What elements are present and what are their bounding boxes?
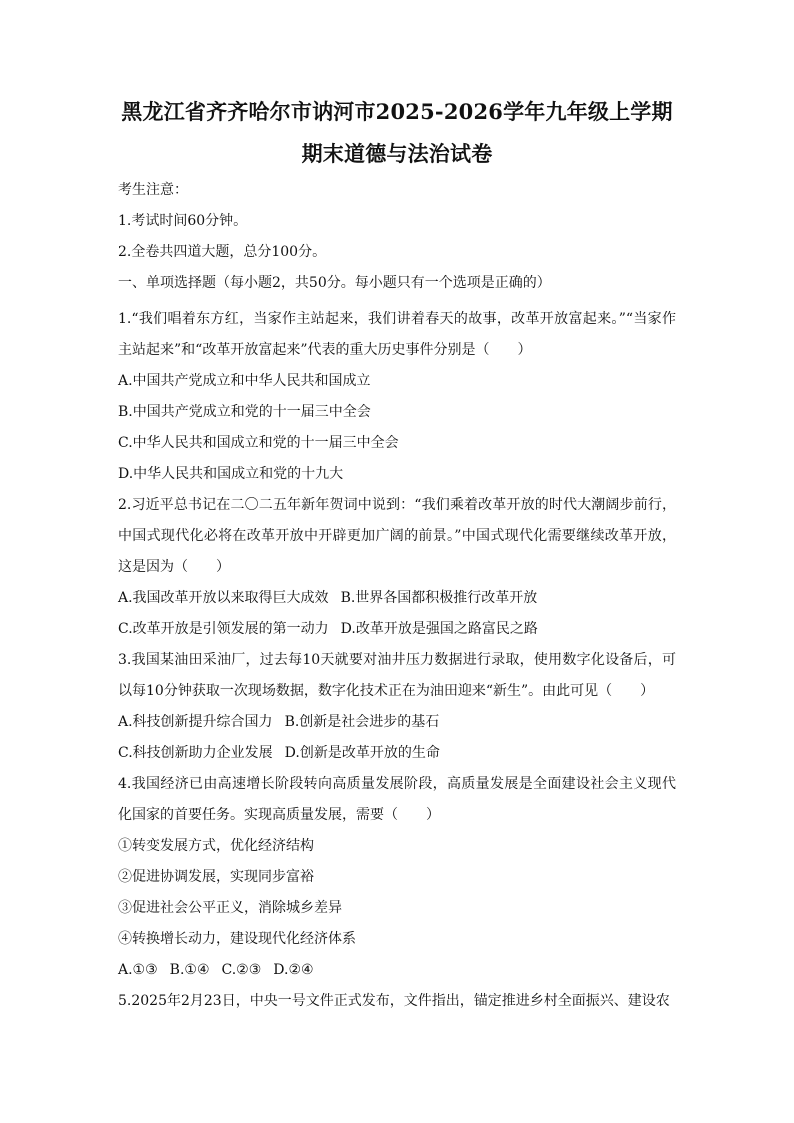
- question-1-option-d: D.中华人民共和国成立和党的十九大: [118, 466, 344, 482]
- question-1-stem: 1.“我们唱着东方红，当家作主站起来，我们讲着春天的故事，改革开放富起来。”“当家作主站起来”和“改革开放富起来”代表的重大历史事件分别是（ ）: [118, 311, 676, 358]
- question-4-option-b: B.①④: [169, 962, 210, 978]
- question-4-statement-3: ③促进社会公平正义，消除城乡差异: [118, 900, 342, 916]
- question-2-option-b: B.世界各国都积极推行改革开放: [340, 590, 538, 606]
- notice-item-2: 2.全卷共四道大题，总分100分。: [118, 244, 327, 260]
- question-1: [118, 304, 676, 490]
- question-2-option-d: D.改革开放是强国之路富民之路: [340, 621, 538, 637]
- question-3-option-d: D.创新是改革开放的生命: [284, 745, 440, 761]
- notice-heading: 考生注意：: [118, 182, 188, 198]
- question-5-stem: 5.2025年2月23日，中央一号文件正式发布，文件指出，锚定推进乡村全面振兴、建设农: [118, 993, 670, 1009]
- question-2-options-row-1: [118, 583, 676, 614]
- question-4-option-d: D.②④: [273, 962, 314, 978]
- question-1-option-c: C.中华人民共和国成立和党的十一届三中全会: [118, 435, 399, 451]
- question-3-option-b: B.创新是社会进步的基石: [284, 714, 440, 730]
- question-3: [118, 645, 676, 769]
- question-4-option-a: A.①③: [118, 962, 158, 978]
- question-4-statement-4: ④转换增长动力，建设现代化经济体系: [118, 931, 356, 947]
- question-2: [118, 490, 676, 645]
- question-2-options-row-2: [118, 614, 676, 645]
- question-2-option-a: A.我国改革开放以来取得巨大成效: [118, 590, 329, 606]
- notice-item-1: 1.考试时间60分钟。: [118, 213, 248, 229]
- question-2-stem: 2.习近平总书记在二〇二五年新年贺词中说到：“我们乘着改革开放的时代大潮阔步前行，中国式现代化必将在改革开放中开辟更加广阔的前景。”中国式现代化需要继续改革开放，这是因为（ ）: [118, 497, 676, 575]
- question-4-options-row: [118, 955, 676, 986]
- question-4-stem: 4.我国经济已由高速增长阶段转向高质量发展阶段，高质量发展是全面建设社会主义现代化国家的首要任务。实现高质量发展，需要（ ）: [118, 776, 676, 823]
- question-3-options-row-1: [118, 707, 676, 738]
- question-1-option-a: A.中国共产党成立和中华人民共和国成立: [118, 373, 371, 389]
- section-1-heading: 一、单项选择题（每小题2，共50分。每小题只有一个选项是正确的）: [118, 275, 551, 291]
- question-1-option-b: B.中国共产党成立和党的十一届三中全会: [118, 404, 371, 420]
- question-5: [118, 986, 676, 1017]
- question-4-statement-1: ①转变发展方式，优化经济结构: [118, 838, 314, 854]
- question-4: [118, 769, 676, 986]
- question-3-option-a: A.科技创新提升综合国力: [118, 714, 273, 730]
- question-3-option-c: C.科技创新助力企业发展: [118, 745, 273, 761]
- exam-title-line-2: 期末道德与法治试卷: [301, 141, 493, 166]
- question-4-statement-2: ②促进协调发展，实现同步富裕: [118, 869, 314, 885]
- question-3-options-row-2: [118, 738, 676, 769]
- question-2-option-c: C.改革开放是引领发展的第一动力: [118, 621, 329, 637]
- question-3-stem: 3.我国某油田采油厂，过去每10天就要对油井压力数据进行录取，使用数字化设备后，可以每10分钟获取一次现场数据，数字化技术正在为油田迎来“新生”。由此可见（ ）: [118, 652, 676, 699]
- exam-title-line-1: 黑龙江省齐齐哈尔市讷河市2025-2026学年九年级上学期: [121, 99, 673, 124]
- question-4-option-c: C.②③: [221, 962, 262, 978]
